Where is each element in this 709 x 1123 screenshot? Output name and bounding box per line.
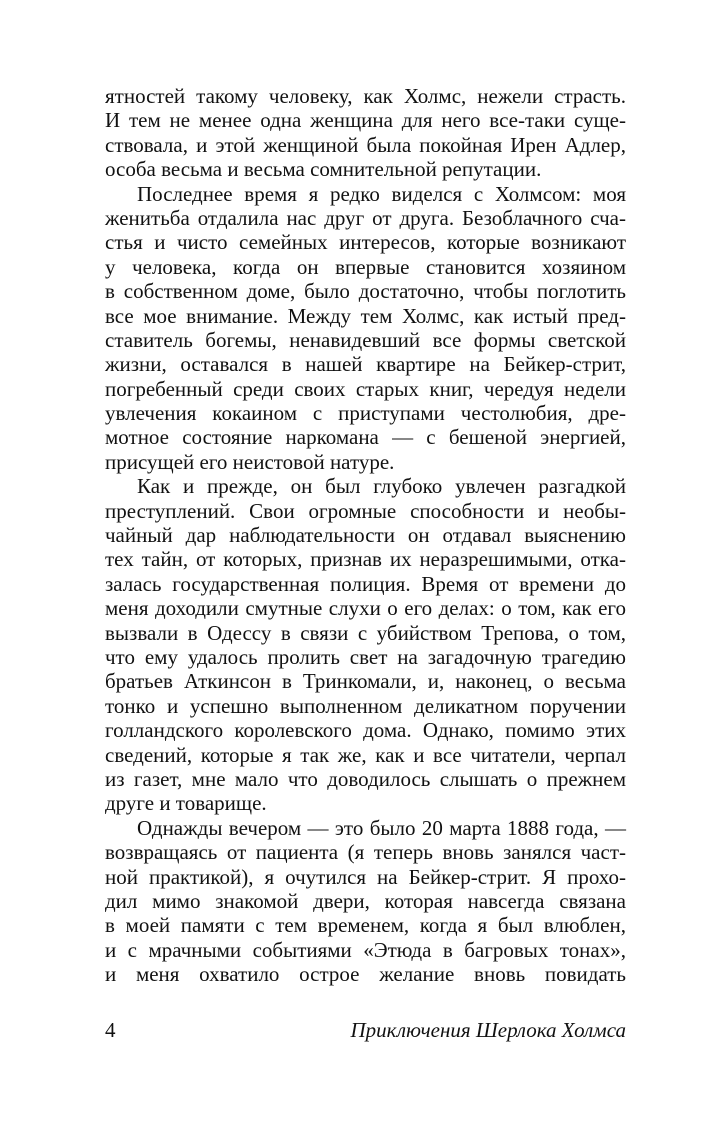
text-line: стья и чисто семейных интересов, которые возникают (105, 230, 626, 255)
text-line: вызвали в Одессу в связи с убийством Трепова, о том, (105, 620, 626, 645)
text-line: и меня охватило острое желание вновь повидать (105, 962, 626, 987)
text-line: и с мрачными событиями «Этюда в багровых тонах», (105, 937, 626, 962)
text-line: дил мимо знакомой двери, которая навсегда связана (105, 888, 626, 913)
text-line: в моей памяти с тем временем, когда я был влюблен, (105, 913, 626, 938)
text-line: в собственном доме, было достаточно, чтобы поглотить (105, 279, 626, 304)
text-line: возвращаясь от пациента (я теперь вновь занялся част- (105, 840, 626, 865)
text-line: мотное состояние наркомана — с бешеной энергией, (105, 425, 626, 450)
text-line: ставитель богемы, ненавидевший все формы светской (105, 327, 626, 352)
text-line: залась государственная полиция. Время от времени до (105, 571, 626, 596)
text-line: голландского королевского дома. Однако, помимо этих (105, 718, 626, 743)
text-line: все мое внимание. Между тем Холмс, как истый пред- (105, 303, 626, 328)
text-line: тех тайн, от которых, признав их неразрешимыми, отка- (105, 547, 626, 572)
body-text (105, 84, 626, 986)
text-line: Однажды вечером — это было 20 марта 1888 года, — (137, 815, 626, 840)
text-line: чайный дар наблюдательности он отдавал выяснению (105, 523, 626, 548)
text-line: Как и прежде, он был глубоко увлечен разгадкой (137, 474, 626, 499)
text-line: друге и товарище. (105, 791, 267, 816)
text-line: И тем не менее одна женщина для него все-таки суще- (105, 108, 626, 133)
text-line: тонко и успешно выполненном деликатном поручении (105, 693, 626, 718)
text-line: погребенный среди своих старых книг, чередуя недели (105, 376, 626, 401)
text-line: ятностей такому человеку, как Холмс, нежели страсть. (105, 84, 626, 108)
text-line: увлечения кокаином с приступами честолюбия, дре- (105, 401, 626, 426)
text-line: меня доходили смутные слухи о его делах: о том, как его (105, 596, 626, 621)
page-number: 4 (105, 1018, 116, 1042)
text-line: преступлений. Свои огромные способности и необы- (105, 498, 626, 523)
text-line: из газет, мне мало что доводилось слышать о прежнем (105, 766, 626, 791)
text-line: жизни, оставался в нашей квартире на Бейкер-стрит, (105, 352, 626, 377)
text-line: Последнее время я редко виделся с Холмсом: моя (137, 181, 626, 206)
text-line: присущей его неистовой натуре. (105, 449, 395, 474)
paragraph (105, 182, 626, 475)
running-title: Приключения Шерлока Холмса (350, 1018, 626, 1042)
text-line: сведений, которые я так же, как и все читатели, черпал (105, 742, 626, 767)
paragraph (105, 84, 626, 182)
paragraph (105, 474, 626, 815)
text-line: особа весьма и весьма сомнительной репутации. (105, 157, 542, 182)
text-line: ствовала, и этой женщиной была покойная Ирен Адлер, (105, 132, 626, 157)
text-line: что ему удалось пролить свет на загадочную трагедию (105, 644, 626, 669)
paragraph (105, 816, 626, 987)
text-line: у человека, когда он впервые становится хозяином (105, 254, 626, 279)
text-line: ной практикой), я очутился на Бейкер-стрит. Я прохо- (105, 864, 626, 889)
text-line: женитьба отдалила нас друг от друга. Безоблачного сча- (105, 205, 626, 230)
text-line: братьев Аткинсон в Тринкомали, и, наконец, о весьма (105, 669, 626, 694)
